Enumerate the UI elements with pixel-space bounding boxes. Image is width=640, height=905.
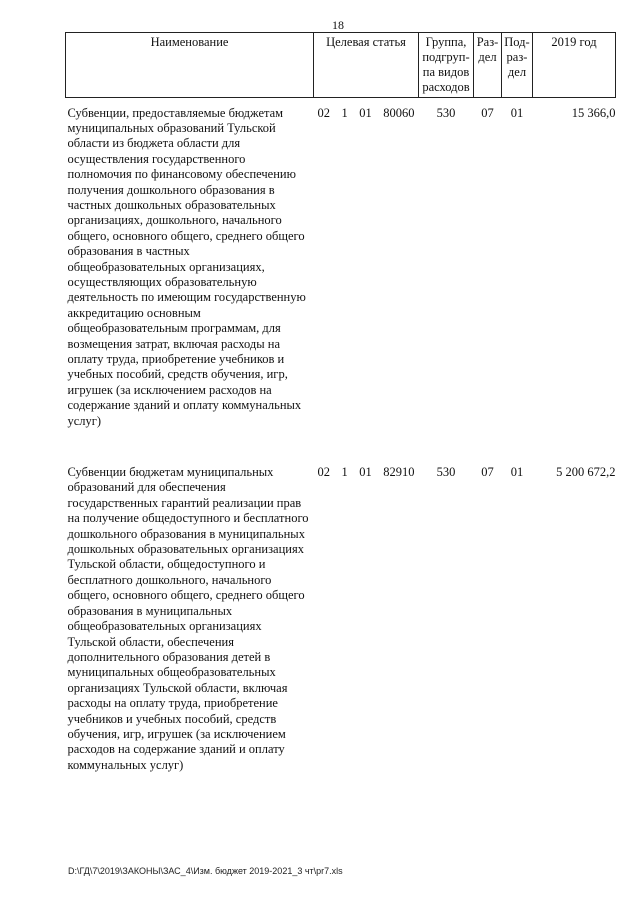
- header-section: Раз-дел: [474, 33, 502, 98]
- table-row: [66, 106, 616, 430]
- code-activity: 01: [359, 105, 372, 120]
- code-direction: 80060: [383, 105, 415, 120]
- row-amount: 5 200 672,2: [556, 465, 616, 480]
- code-direction: 82910: [383, 465, 415, 480]
- row-subsection: 01: [510, 105, 524, 120]
- header-group: Группа, подгруп-па видов расходов: [419, 33, 474, 98]
- code-subprogram: 1: [341, 105, 348, 120]
- row-group: 530: [436, 105, 456, 120]
- code-subprogram: 1: [341, 465, 348, 480]
- row-amount: 15 366,0: [571, 105, 616, 120]
- row-name: Субвенции, предоставляемые бюджетам муниципальных образований Тульской области из бюджета области для осуществления государственного полномочия по финансовому обеспечению получения дошкольного образования в частных дошкольных образовательных организациях, дошкольного, начального общего, основного общего, среднего общего образования в частных общеобразовательных организациях, осуществляющих образовательную деятельность по имеющим государственную аккредитацию основным общеобразовательным программам, для возмещения затрат, включая расходы на оплату труда, приобретение учебников и учебных пособий, средств обучения, игр, игрушек (за исключением расходов на содержание зданий и оплату коммунальных услуг): [67, 105, 306, 428]
- row-name: Субвенции бюджетам муниципальных образований для обеспечения государственных гарантий реализации прав на получение общедоступного и бесплатного дошкольного образования в муниципальных дошкольных образовательных организациях Тульской области, общедоступного и бесплатного дошкольного, начального общего, основного общего, среднего общего образования в муниципальных общеобразовательных организациях Тульской области, обеспечения дополнительного образования детей в муниципальных общеобразовательных организациях Тульской области, включая расходы на оплату труда, приобретение учебников и учебных пособий, средств обучения, игр, игрушек (за исключением расходов на содержание зданий и оплату коммунальных услуг): [67, 465, 309, 772]
- table-header-row: [66, 33, 616, 98]
- row-target-code: [314, 465, 419, 773]
- row-section: 07: [481, 465, 494, 480]
- header-subsection: Под-раз-дел: [502, 33, 533, 98]
- header-name: Наименование: [66, 33, 314, 98]
- budget-table: [65, 32, 616, 773]
- row-group: 530: [436, 465, 456, 480]
- file-path-footer: D:\ГД\7\2019\ЗАКОНЫ\ЗАС_4\Изм. бюджет 2019-2021_3 чт\pr7.xls: [68, 866, 343, 876]
- table-row: [66, 465, 616, 773]
- code-activity: 01: [359, 465, 372, 480]
- code-program: 02: [317, 465, 330, 480]
- code-program: 02: [317, 105, 330, 120]
- header-target: Целевая статья: [314, 33, 419, 98]
- header-year: 2019 год: [533, 33, 616, 98]
- row-section: 07: [481, 105, 494, 120]
- row-target-code: [314, 106, 419, 430]
- row-subsection: 01: [510, 465, 524, 480]
- page-number: 18: [332, 18, 344, 32]
